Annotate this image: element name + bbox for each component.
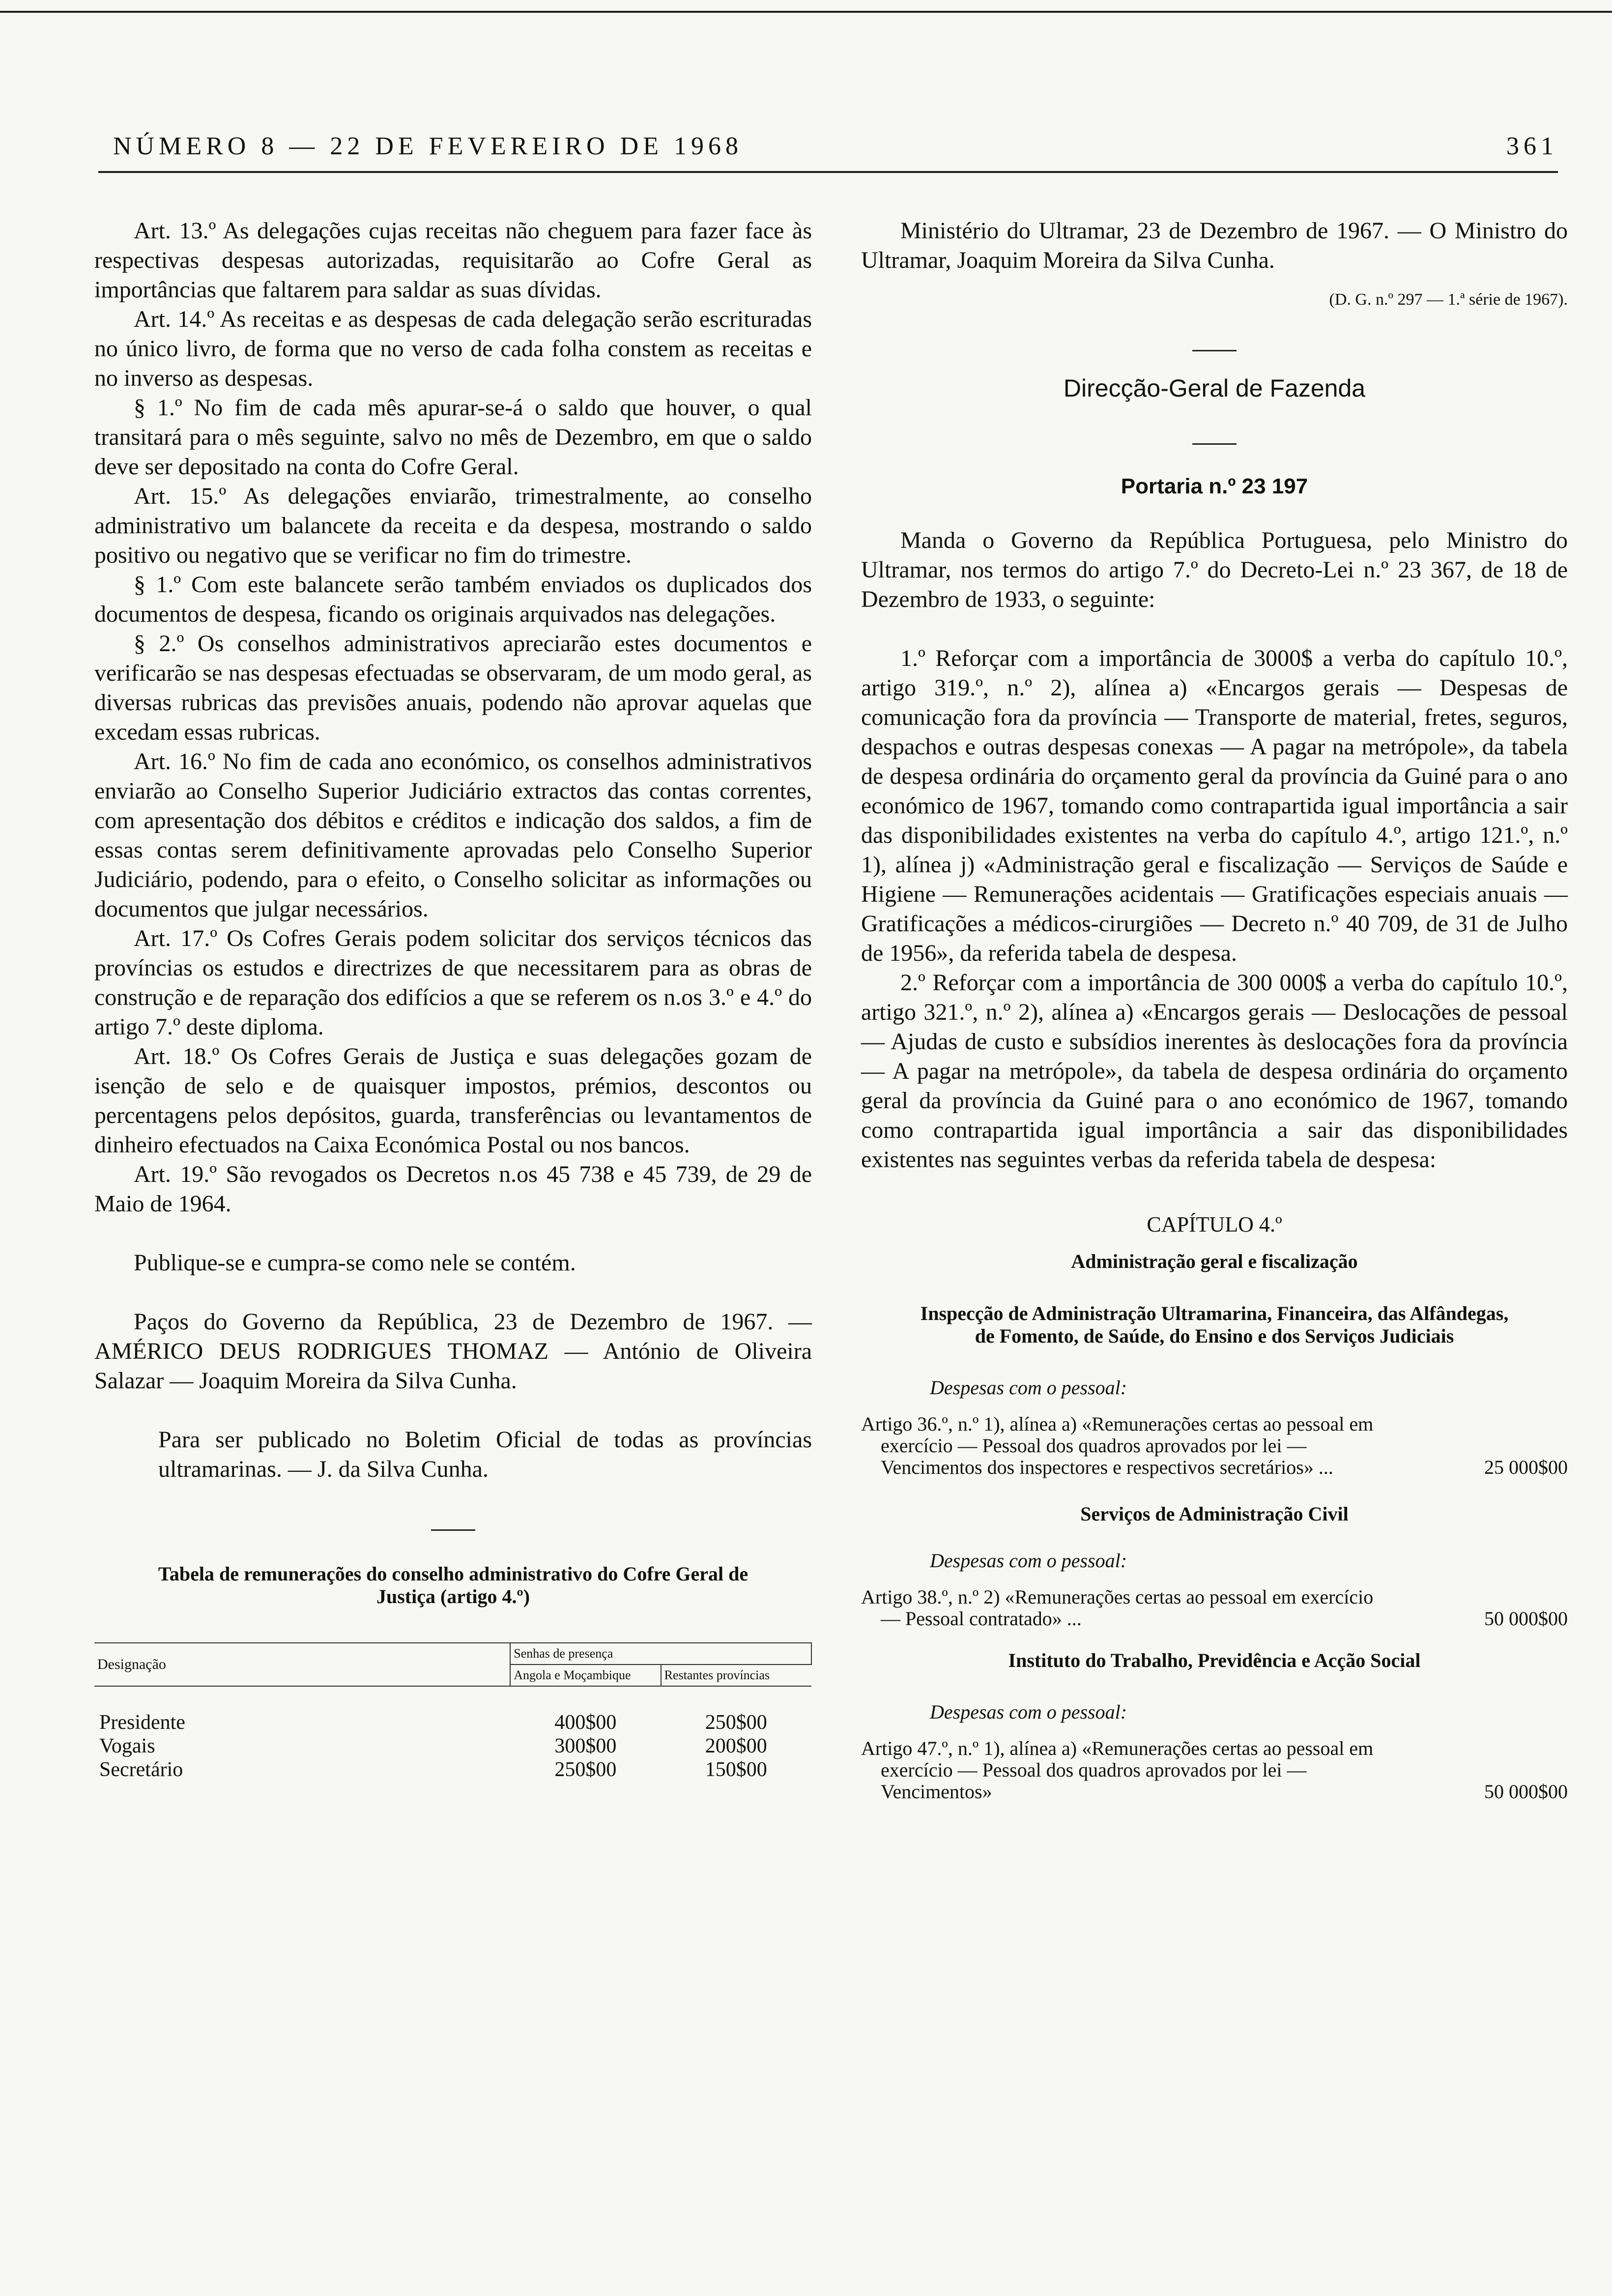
- article-14-par-1: § 1.º No fim de cada mês apurar-se-á o saldo que houver, o qual transitará para o mês seguinte, salvo no mês de Dezembro, em que o saldo deve ser depositado na conta do Cofre Geral.: [94, 395, 812, 480]
- article-15-par-2: § 2.º Os conselhos administrativos apreciarão estes documentos e verificarão se nas despesas efectuadas se observaram, de um modo geral, as diversas rubricas das previsões anuais, podendo não aprovar aquelas que excedam essas rubricas.: [94, 631, 812, 745]
- dg-reference: (D. G. n.º 297 — 1.ª série de 1967).: [1329, 290, 1568, 309]
- table-title: Tabela de remunerações do conselho administrativo do Cofre Geral de Justiça (artigo 4.º): [158, 1563, 748, 1607]
- budget-line: [861, 1586, 1568, 1630]
- separator: [94, 1509, 812, 1538]
- manda-text: Manda o Governo da República Portuguesa, pelo Ministro do Ultramar, nos termos do artigo 7.º do Decreto-Lei n.º 23 367, de 18 de Dezembro de 1933, o seguinte:: [861, 527, 1568, 612]
- inspeccao-heading: Inspecção de Administração Ultramarina, Financeira, das Alfândegas, de Fomento, de Saúde, do Ensino e dos Serviços Judiciais: [920, 1302, 1509, 1347]
- row-angola: 300$00: [554, 1735, 617, 1757]
- article-15-par-1: § 1.º Com este balancete serão também enviados os duplicados dos documentos de despesa, ficando os originais arquivados nas delegações.: [94, 572, 812, 627]
- remuneration-table: [94, 1642, 812, 1781]
- col-restantes: Restantes províncias: [661, 1665, 811, 1686]
- row-angola: 400$00: [554, 1711, 617, 1734]
- table-row: [94, 1711, 811, 1734]
- article-17: Art. 17.º Os Cofres Gerais podem solicitar dos serviços técnicos das províncias os estudos e directrizes de que necessitarem para as obras de construção e de reparação dos edifícios a que se referem os n.os 3.º e 4.º do artigo 7.º deste diploma.: [94, 925, 812, 1040]
- short-rule: [861, 423, 1568, 452]
- section-title: Direcção-Geral de Fazenda: [1063, 374, 1366, 402]
- capitulo-heading: CAPÍTULO 4.º: [1147, 1212, 1282, 1236]
- right-column: [861, 216, 1568, 1803]
- art36-value: 25 000$00: [1484, 1456, 1568, 1478]
- left-column: [94, 216, 812, 1781]
- col-designacao: Designação: [94, 1643, 510, 1686]
- admin-heading: Administração geral e fiscalização: [1071, 1250, 1358, 1272]
- art38-text: Artigo 38.º, n.º 2) «Remunerações certas ao pessoal em exercício — Pessoal contratado» ...: [861, 1586, 1374, 1630]
- art38-value: 50 000$00: [1484, 1607, 1568, 1630]
- budget-line: [861, 1738, 1568, 1803]
- ministerio-text: Ministério do Ultramar, 23 de Dezembro de 1967. — O Ministro do Ultramar, Joaquim Moreira da Silva Cunha.: [861, 218, 1568, 273]
- art36-text: Artigo 36.º, n.º 1), alínea a) «Remunerações certas ao pessoal em exercício — Pessoal dos quadros aprovados por lei — Vencimentos dos inspectores e respectivos secretários» ...: [861, 1413, 1374, 1478]
- servicos-heading: Serviços de Administração Civil: [1080, 1503, 1349, 1525]
- issue-date: NÚMERO 8 — 22 DE FEVEREIRO DE 1968: [113, 132, 743, 160]
- point-2: 2.º Reforçar com a importância de 300 000$ a verba do capítulo 10.º, artigo 321.º, n.º 2), alínea a) «Encargos gerais — Deslocações de pessoal — Ajudas de custo e subsídios inerentes às deslocações fora da província — A pagar na metrópole», da tabela de despesa ordinária do orçamento geral da província da Guiné para o ano económico de 1967, tomando como contrapartida igual importância a sair das disponibilidades existentes nas seguintes verbas da referida tabela de despesa:: [861, 970, 1568, 1173]
- budget-line: [861, 1413, 1568, 1478]
- row-label: Vogais: [99, 1735, 155, 1757]
- table-row: [94, 1758, 811, 1781]
- row-label: Secretário: [99, 1758, 183, 1781]
- row-restantes: 200$00: [705, 1735, 767, 1757]
- article-18: Art. 18.º Os Cofres Gerais de Justiça e suas delegações gozam de isenção de selo e de quaisquer impostos, prémios, descontos ou percentagens pelos depósitos, guarda, transferências ou levantamentos de dinheiro efectuados na Caixa Económica Postal ou nos bancos.: [94, 1043, 812, 1158]
- article-16: Art. 16.º No fim de cada ano económico, os conselhos administrativos enviarão ao Conselho Superior Judiciário extractos das contas correntes, com apresentação dos débitos e créditos e indicação dos saldos, a fim de essas contas serem definitivamente aprovadas pelo Conselho Superior Judiciário, podendo, para o efeito, o Conselho solicitar as informações ou documentos que julgar necessários.: [94, 748, 812, 922]
- publique-text: Publique-se e cumpra-se como nele se contém.: [134, 1250, 576, 1276]
- row-restantes: 250$00: [705, 1711, 767, 1734]
- page-number: 361: [1506, 132, 1558, 160]
- page-header: [98, 132, 1558, 173]
- article-15: Art. 15.º As delegações enviarão, trimestralmente, ao conselho administrativo um balancete da receita e da despesa, mostrando o saldo positivo ou negativo que se verificar no fim do trimestre.: [94, 483, 812, 568]
- col-angola: Angola e Moçambique: [510, 1665, 661, 1686]
- point-1: 1.º Reforçar com a importância de 3000$ a verba do capítulo 10.º, artigo 319.º, n.º 2), alínea a) «Encargos gerais — Despesas de comunicação fora da província — Transporte de material, fretes, seguros, despachos e outras despesas conexas — A pagar na metrópole», da tabela de despesa ordinária do orçamento geral da província da Guiné para o ano económico de 1967, tomando como contrapartida igual importância a sair das disponibilidades existentes na verba do capítulo 4.º, artigo 121.º, n.º 1), alínea j) «Administração geral e fiscalização — Serviços de Saúde e Higiene — Remunerações acidentais — Gratificações especiais anuais — Gratificações a médicos-cirurgiões — Decreto n.º 40 709, de 31 de Julho de 1956», da referida tabela de despesa.: [861, 645, 1568, 966]
- article-13: Art. 13.º As delegações cujas receitas não cheguem para fazer face às respectivas despesas autorizadas, requisitarão ao Cofre Geral as importâncias que faltarem para saldar as suas dívidas.: [94, 218, 812, 303]
- art47-value: 50 000$00: [1484, 1780, 1568, 1803]
- art47-text: Artigo 47.º, n.º 1), alínea a) «Remunerações certas ao pessoal em exercício — Pessoal dos quadros aprovados por lei — Vencimentos»: [861, 1737, 1374, 1803]
- row-restantes: 150$00: [705, 1758, 767, 1781]
- portaria-title: Portaria n.º 23 197: [1121, 474, 1308, 498]
- despesas-label: Despesas com o pessoal:: [930, 1701, 1127, 1723]
- despesas-label: Despesas com o pessoal:: [930, 1550, 1127, 1572]
- table-row: [94, 1734, 811, 1758]
- pacos-text: Paços do Governo da República, 23 de Dezembro de 1967. — AMÉRICO DEUS RODRIGUES THOMAZ — António de Oliveira Salazar — Joaquim Moreira da Silva Cunha.: [94, 1309, 812, 1394]
- boletim-text: Para ser publicado no Boletim Oficial de todas as províncias ultramarinas. — J. da Silva Cunha.: [158, 1427, 812, 1482]
- row-label: Presidente: [99, 1711, 185, 1734]
- row-angola: 250$00: [554, 1758, 617, 1781]
- top-rule: [0, 0, 1612, 13]
- col-senhas: Senhas de presença: [510, 1643, 811, 1665]
- article-19: Art. 19.º São revogados os Decretos n.os 45 738 e 45 739, de 29 de Maio de 1964.: [94, 1161, 812, 1217]
- despesas-label: Despesas com o pessoal:: [930, 1377, 1127, 1399]
- article-14: Art. 14.º As receitas e as despesas de cada delegação serão escrituradas no único livro, de forma que no verso de cada folha constem as receitas e no inverso as despesas.: [94, 306, 812, 391]
- budget-section: [861, 1214, 1568, 1803]
- instituto-heading: Instituto do Trabalho, Previdência e Acção Social: [1008, 1649, 1421, 1671]
- ornament-separator: [861, 329, 1568, 359]
